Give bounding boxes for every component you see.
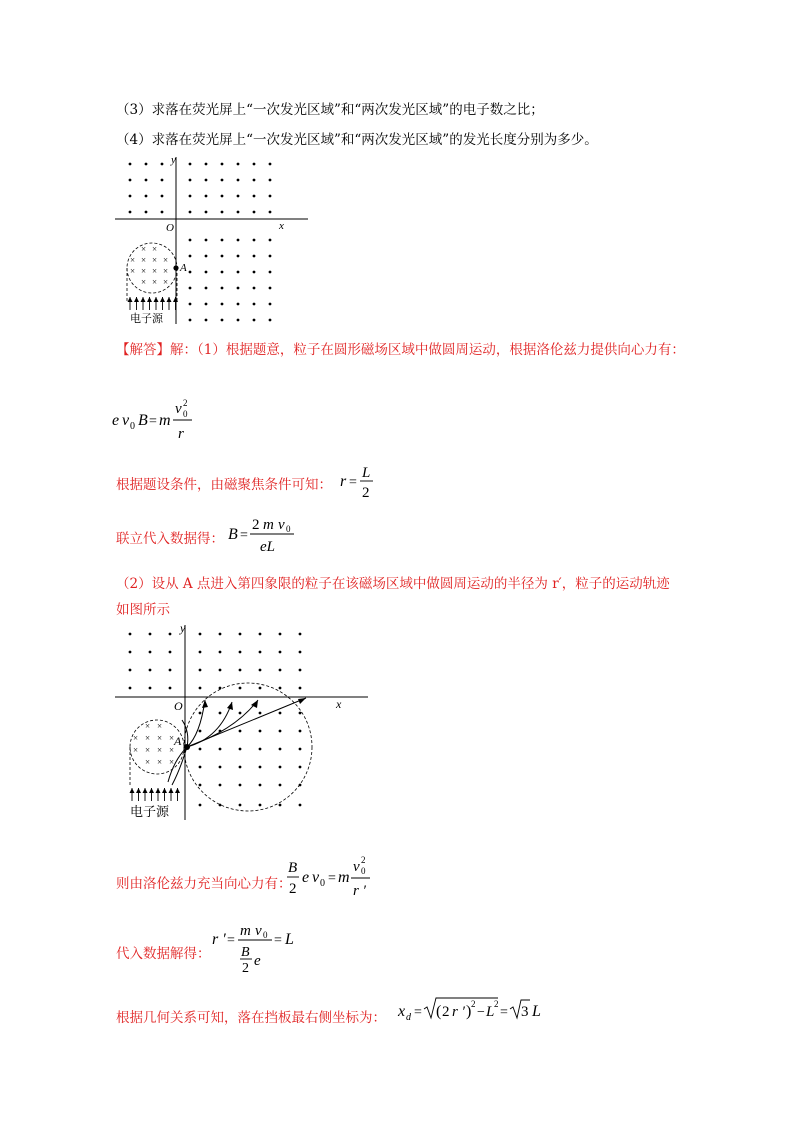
formula-f5 xyxy=(210,918,310,976)
field-dot xyxy=(205,163,208,166)
field-dot xyxy=(269,211,272,214)
field-dot xyxy=(259,687,262,690)
svg-text:B: B xyxy=(288,860,298,876)
field-cross: × xyxy=(141,255,147,265)
source-arrowhead xyxy=(169,788,174,793)
field-dot xyxy=(145,195,148,198)
source-arrows-1 xyxy=(128,297,179,310)
svg-text:L: L xyxy=(285,931,294,948)
answer-line-8: 根据几何关系可知，落在挡板最右侧坐标为： xyxy=(116,1010,386,1026)
field-cross: × xyxy=(152,277,158,287)
field-dot xyxy=(269,179,272,182)
field-dot xyxy=(253,163,256,166)
field-dot xyxy=(205,303,208,306)
svg-text:m: m xyxy=(240,923,251,939)
field-cross: × xyxy=(152,266,158,276)
field-dot xyxy=(299,712,302,715)
field-dot xyxy=(199,748,202,751)
field-dot xyxy=(145,163,148,166)
field-dot xyxy=(259,669,262,672)
field-dot xyxy=(129,651,132,654)
field-dot xyxy=(221,239,224,242)
field-dot xyxy=(299,651,302,654)
field-dot xyxy=(299,804,302,807)
field-cross: × xyxy=(133,745,139,755)
x-label-2: x xyxy=(336,697,342,711)
field-dot xyxy=(169,651,172,654)
field-cross: × xyxy=(145,733,151,743)
field-dot xyxy=(279,669,282,672)
svg-text:2: 2 xyxy=(361,855,366,865)
source-label-2: 电子源 xyxy=(130,804,170,819)
field-dot xyxy=(161,195,164,198)
source-arrowhead xyxy=(136,788,141,793)
svg-text:0: 0 xyxy=(263,930,268,940)
svg-text:0: 0 xyxy=(361,866,366,876)
svg-text:m: m xyxy=(338,869,350,886)
origin-label-2: O xyxy=(174,699,183,713)
field-dot xyxy=(149,651,152,654)
formula-f2 xyxy=(338,462,398,504)
origin-label-1: O xyxy=(166,222,174,234)
field-dot xyxy=(129,163,132,166)
trajectory-circle xyxy=(184,683,312,811)
field-dot xyxy=(199,687,202,690)
field-dot xyxy=(279,766,282,769)
field-dot xyxy=(129,669,132,672)
field-cross: × xyxy=(163,277,169,287)
svg-text:B: B xyxy=(138,412,148,429)
field-dot xyxy=(205,255,208,258)
answer-line-7: 代入数据解得： xyxy=(116,946,211,962)
field-dot xyxy=(219,687,222,690)
svg-text:eL: eL xyxy=(260,539,275,555)
field-dot xyxy=(199,669,202,672)
field-dot xyxy=(269,255,272,258)
field-dot xyxy=(189,163,192,166)
field-dot xyxy=(237,255,240,258)
source-arrowhead xyxy=(134,297,139,302)
svg-text:m: m xyxy=(159,412,171,429)
field-dot xyxy=(237,287,240,290)
field-cross: × xyxy=(130,255,136,265)
field-dot xyxy=(239,712,242,715)
field-dot xyxy=(219,748,222,751)
field-dots-2 xyxy=(129,633,302,807)
field-dot xyxy=(237,211,240,214)
field-dot xyxy=(269,271,272,274)
field-dot xyxy=(269,195,272,198)
answer-line-2: 根据题设条件，由磁聚焦条件可知： xyxy=(116,477,332,493)
field-dot xyxy=(299,730,302,733)
field-dot xyxy=(279,748,282,751)
field-dot xyxy=(221,211,224,214)
field-dot xyxy=(161,179,164,182)
formula-f3 xyxy=(226,514,316,556)
svg-text:=: = xyxy=(240,528,248,543)
field-dot xyxy=(199,712,202,715)
field-cross: × xyxy=(169,757,175,767)
field-dot xyxy=(259,766,262,769)
field-dot xyxy=(237,271,240,274)
svg-text:v: v xyxy=(353,859,360,875)
field-dot xyxy=(239,804,242,807)
field-dot xyxy=(221,163,224,166)
question-4: （4）求落在荧光屏上“一次发光区域”和“两次发光区域”的发光长度分别为多少。 xyxy=(116,132,598,148)
source-arrowhead xyxy=(143,788,148,793)
field-dot xyxy=(219,712,222,715)
svg-text:L: L xyxy=(486,1004,495,1020)
field-dot xyxy=(189,271,192,274)
source-arrowhead xyxy=(156,788,161,793)
svg-text:m: m xyxy=(263,517,274,533)
field-dot xyxy=(145,179,148,182)
field-dot xyxy=(145,211,148,214)
field-dot xyxy=(237,319,240,322)
source-arrowhead xyxy=(160,297,165,302)
field-dot xyxy=(221,319,224,322)
svg-text:2: 2 xyxy=(494,999,499,1009)
svg-text:v: v xyxy=(312,869,320,886)
field-dot xyxy=(239,766,242,769)
field-dot xyxy=(259,784,262,787)
svg-text:=: = xyxy=(328,871,336,886)
field-dot xyxy=(219,784,222,787)
svg-text:=: = xyxy=(349,475,357,490)
svg-text:(: ( xyxy=(436,1003,442,1020)
point-a-2 xyxy=(184,744,190,750)
field-dot xyxy=(169,669,172,672)
field-dot xyxy=(253,211,256,214)
field-dot xyxy=(259,730,262,733)
field-dot xyxy=(269,287,272,290)
svg-text:−: − xyxy=(477,1005,485,1020)
field-dot xyxy=(219,651,222,654)
field-dot xyxy=(149,687,152,690)
field-dot xyxy=(253,239,256,242)
field-dot xyxy=(253,179,256,182)
field-dot xyxy=(269,319,272,322)
svg-text:2: 2 xyxy=(252,517,260,533)
field-dot xyxy=(239,633,242,636)
field-cross: × xyxy=(157,721,163,731)
svg-text:2: 2 xyxy=(289,881,297,897)
field-dot xyxy=(129,687,132,690)
a-label-1: A xyxy=(180,262,187,274)
field-cross: × xyxy=(141,277,147,287)
y-label-1: y xyxy=(171,154,176,166)
svg-text:B: B xyxy=(228,526,238,543)
field-dot xyxy=(189,239,192,242)
field-dot xyxy=(199,804,202,807)
point-a-1 xyxy=(173,265,178,270)
field-dot xyxy=(237,163,240,166)
svg-text:=: = xyxy=(274,933,282,948)
field-dot xyxy=(205,239,208,242)
field-dot xyxy=(239,730,242,733)
field-dot xyxy=(205,287,208,290)
field-dot xyxy=(221,179,224,182)
svg-text:0: 0 xyxy=(130,421,135,432)
field-dot xyxy=(279,804,282,807)
field-dot xyxy=(239,669,242,672)
source-arrowhead xyxy=(147,297,152,302)
field-dot xyxy=(253,319,256,322)
svg-text:e: e xyxy=(302,869,310,886)
field-dot xyxy=(169,687,172,690)
svg-text:v: v xyxy=(175,401,182,417)
field-dot xyxy=(279,730,282,733)
svg-text:=: = xyxy=(149,414,157,429)
field-dot xyxy=(189,179,192,182)
field-dot xyxy=(269,239,272,242)
svg-text:r ′: r ′ xyxy=(212,931,226,948)
field-dot xyxy=(237,303,240,306)
field-dot xyxy=(253,303,256,306)
svg-text:3: 3 xyxy=(521,1004,529,1020)
a-label-2: A xyxy=(174,734,182,748)
field-dot xyxy=(259,633,262,636)
source-arrowhead xyxy=(162,788,167,793)
field-dot xyxy=(161,211,164,214)
field-cross: × xyxy=(145,757,151,767)
field-dot xyxy=(269,163,272,166)
formula-f6 xyxy=(396,994,556,1028)
field-dot xyxy=(199,651,202,654)
field-dots-1 xyxy=(129,163,272,322)
source-arrowhead xyxy=(141,297,146,302)
field-cross: × xyxy=(152,244,158,254)
svg-text:2: 2 xyxy=(471,999,476,1009)
source-arrows-2 xyxy=(130,788,181,801)
svg-text:v: v xyxy=(255,923,262,939)
field-dot xyxy=(199,784,202,787)
source-arrowhead xyxy=(130,788,135,793)
answer-line-1: 【解答】解：（1）根据题意，粒子在圆形磁场区域中做圆周运动，根据洛伦兹力提供向心力有： xyxy=(116,342,685,358)
field-dot xyxy=(221,303,224,306)
svg-text:0: 0 xyxy=(286,524,291,534)
field-dot xyxy=(199,766,202,769)
field-dot xyxy=(279,784,282,787)
svg-text:2: 2 xyxy=(183,398,188,408)
field-cross: × xyxy=(130,266,136,276)
svg-text:2: 2 xyxy=(442,1004,450,1020)
svg-text:e: e xyxy=(112,412,120,429)
field-cross: × xyxy=(163,266,169,276)
field-dot xyxy=(189,211,192,214)
source-label-1: 电子源 xyxy=(130,313,163,325)
svg-text:r: r xyxy=(340,473,347,490)
field-dot xyxy=(299,687,302,690)
svg-text:L: L xyxy=(532,1003,541,1020)
source-arrowhead xyxy=(154,297,159,302)
field-dot xyxy=(253,287,256,290)
field-dot xyxy=(189,287,192,290)
field-dot xyxy=(253,271,256,274)
field-dot xyxy=(205,195,208,198)
formula-f4 xyxy=(286,852,396,902)
answer-line-3: 联立代入数据得： xyxy=(116,531,224,547)
field-cross: × xyxy=(169,733,175,743)
svg-text:r: r xyxy=(178,426,184,442)
field-dot xyxy=(279,687,282,690)
source-arrowhead xyxy=(149,788,154,793)
svg-text:r ′: r ′ xyxy=(353,883,366,899)
field-dot xyxy=(129,179,132,182)
field-dot xyxy=(189,255,192,258)
svg-text:2: 2 xyxy=(242,961,249,976)
field-dot xyxy=(199,730,202,733)
field-cross: × xyxy=(152,255,158,265)
source-arrowhead xyxy=(167,297,172,302)
field-cross: × xyxy=(169,745,175,755)
field-dot xyxy=(299,766,302,769)
field-cross: × xyxy=(163,255,169,265)
field-dot xyxy=(299,633,302,636)
field-dot xyxy=(237,195,240,198)
field-crosses-1 xyxy=(130,244,168,287)
field-cross: × xyxy=(157,733,163,743)
svg-text:0: 0 xyxy=(320,878,325,889)
field-dot xyxy=(205,319,208,322)
field-cross: × xyxy=(157,757,163,767)
field-dot xyxy=(259,651,262,654)
source-arrowhead xyxy=(128,297,133,302)
field-dot xyxy=(239,784,242,787)
field-cross: × xyxy=(145,721,151,731)
svg-text:e: e xyxy=(254,953,261,969)
field-dot xyxy=(199,633,202,636)
svg-text:): ) xyxy=(466,1003,472,1020)
field-dot xyxy=(299,669,302,672)
field-dot xyxy=(149,669,152,672)
figure-2-diagram xyxy=(110,620,375,825)
field-dot xyxy=(253,195,256,198)
question-3: （3）求落在荧光屏上“一次发光区域”和“两次发光区域”的电子数之比； xyxy=(116,102,544,118)
field-dot xyxy=(237,239,240,242)
field-cross: × xyxy=(145,745,151,755)
svg-text:2: 2 xyxy=(362,485,370,501)
field-dot xyxy=(149,633,152,636)
field-cross: × xyxy=(141,266,147,276)
field-dot xyxy=(237,179,240,182)
svg-text:=: = xyxy=(500,1005,508,1020)
field-dot xyxy=(219,766,222,769)
field-dot xyxy=(189,303,192,306)
svg-text:x: x xyxy=(398,1003,406,1020)
field-dot xyxy=(219,633,222,636)
field-dot xyxy=(221,287,224,290)
formula-f1 xyxy=(112,396,232,446)
field-dot xyxy=(299,748,302,751)
answer-line-6: 则由洛伦兹力充当向心力有： xyxy=(116,876,292,892)
field-dot xyxy=(189,319,192,322)
y-label-2: y xyxy=(180,621,186,635)
field-dot xyxy=(239,687,242,690)
answer-line-5: 如图所示 xyxy=(116,602,170,618)
svg-text:v: v xyxy=(278,517,285,533)
figure-1-diagram xyxy=(110,152,320,327)
svg-text:d: d xyxy=(406,1012,411,1023)
field-dot xyxy=(189,195,192,198)
x-label-1: x xyxy=(279,220,284,232)
field-dot xyxy=(221,255,224,258)
source-arrowhead xyxy=(175,788,180,793)
field-dot xyxy=(129,195,132,198)
field-dot xyxy=(259,748,262,751)
field-dot xyxy=(161,163,164,166)
svg-text:=: = xyxy=(227,933,235,948)
field-dot xyxy=(269,303,272,306)
svg-text:r ′: r ′ xyxy=(452,1004,465,1020)
answer-tag: 【解答】 xyxy=(116,342,170,358)
field-cross: × xyxy=(157,745,163,755)
svg-text:B: B xyxy=(241,945,250,960)
field-dot xyxy=(219,669,222,672)
svg-text:L: L xyxy=(362,465,371,481)
field-dot xyxy=(221,195,224,198)
field-dot xyxy=(129,633,132,636)
field-crosses-2 xyxy=(133,721,174,767)
field-dot xyxy=(253,255,256,258)
field-dot xyxy=(169,633,172,636)
field-dot xyxy=(129,211,132,214)
answer-line-4: （2）设从 A 点进入第四象限的粒子在该磁场区域中做圆周运动的半径为 r′，粒子的运动轨迹 xyxy=(116,576,670,592)
field-dot xyxy=(205,179,208,182)
svg-text:=: = xyxy=(414,1005,422,1020)
field-dot xyxy=(205,211,208,214)
field-dot xyxy=(279,651,282,654)
field-cross: × xyxy=(133,733,139,743)
field-dot xyxy=(221,271,224,274)
field-dot xyxy=(239,651,242,654)
field-dot xyxy=(259,804,262,807)
field-dot xyxy=(205,271,208,274)
field-cross: × xyxy=(141,244,147,254)
field-dot xyxy=(259,712,262,715)
svg-text:0: 0 xyxy=(183,409,188,419)
field-dot xyxy=(279,712,282,715)
field-dot xyxy=(239,748,242,751)
field-dot xyxy=(279,633,282,636)
svg-text:v: v xyxy=(122,412,130,429)
